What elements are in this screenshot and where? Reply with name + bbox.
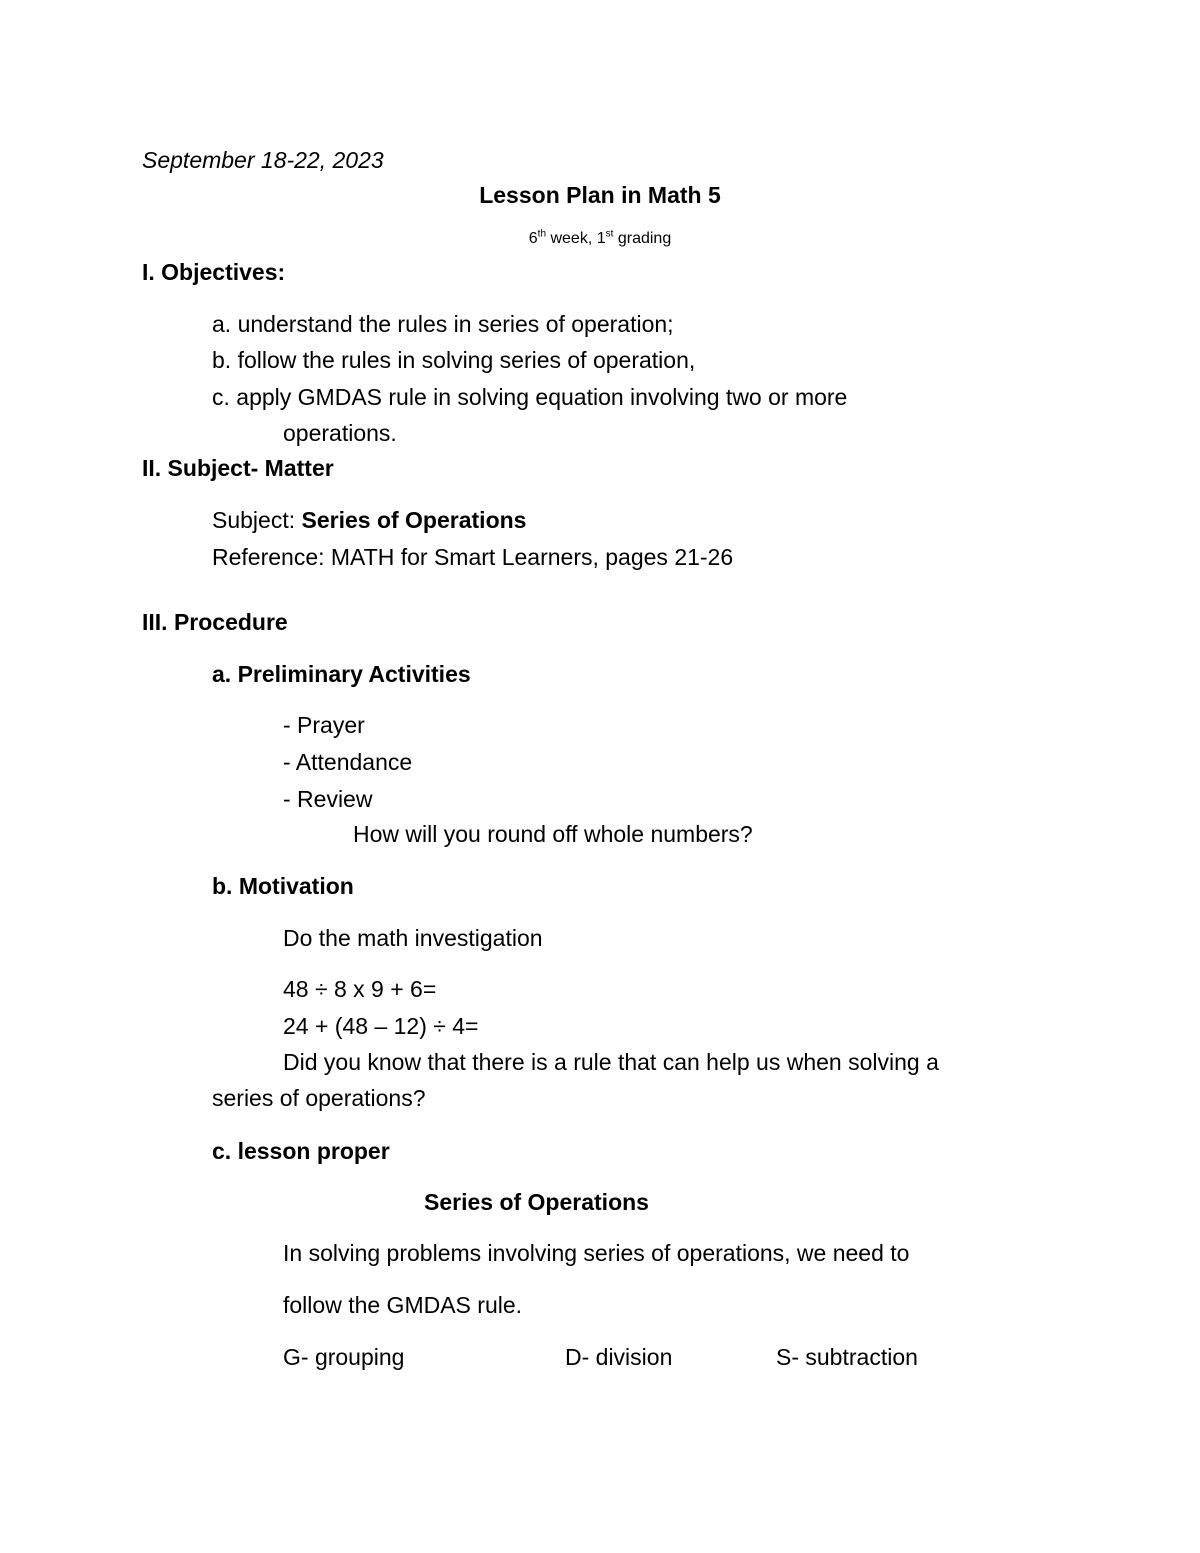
lesson-text: In solving problems involving series of operations, we need to — [283, 1240, 910, 1266]
subject-matter-heading: II. Subject- Matter — [142, 455, 334, 481]
page-title: Lesson Plan in Math 5 — [479, 182, 721, 208]
rule-item: G- grouping — [283, 1344, 405, 1370]
week-grading-subtitle: 6th week, 1st grading — [528, 228, 672, 247]
preliminary-item: - Review — [283, 786, 373, 812]
subject-line: Subject: Series of Operations — [212, 507, 527, 533]
objective-item: a. understand the rules in series of operation; — [212, 311, 674, 337]
reference-line: Reference: MATH for Smart Learners, pages 21-26 — [212, 544, 734, 570]
lesson-title: Series of Operations — [424, 1189, 649, 1215]
motivation-question-continuation: series of operations? — [212, 1085, 426, 1111]
objective-item-continuation: operations. — [283, 420, 397, 446]
equation: 24 + (48 – 12) ÷ 4= — [283, 1013, 479, 1039]
motivation-question: Did you know that there is a rule that can help us when solving a — [283, 1049, 939, 1075]
procedure-heading: III. Procedure — [142, 609, 288, 635]
subject-value: Series of Operations — [301, 507, 527, 533]
motivation-heading: b. Motivation — [212, 873, 354, 899]
equation: 48 ÷ 8 x 9 + 6= — [283, 976, 437, 1002]
objectives-heading: I. Objectives: — [142, 259, 286, 285]
lesson-text: follow the GMDAS rule. — [283, 1292, 523, 1318]
motivation-intro: Do the math investigation — [283, 925, 543, 951]
rule-item: D- division — [565, 1344, 673, 1370]
review-question: How will you round off whole numbers? — [353, 821, 753, 847]
date: September 18-22, 2023 — [142, 147, 384, 173]
preliminary-heading: a. Preliminary Activities — [212, 661, 471, 687]
preliminary-item: - Attendance — [283, 749, 413, 775]
preliminary-item: - Prayer — [283, 712, 365, 738]
objective-item: b. follow the rules in solving series of operation, — [212, 347, 696, 373]
rule-item: S- subtraction — [776, 1344, 918, 1370]
lesson-proper-heading: c. lesson proper — [212, 1138, 390, 1164]
objective-item: c. apply GMDAS rule in solving equation involving two or more — [212, 384, 848, 410]
